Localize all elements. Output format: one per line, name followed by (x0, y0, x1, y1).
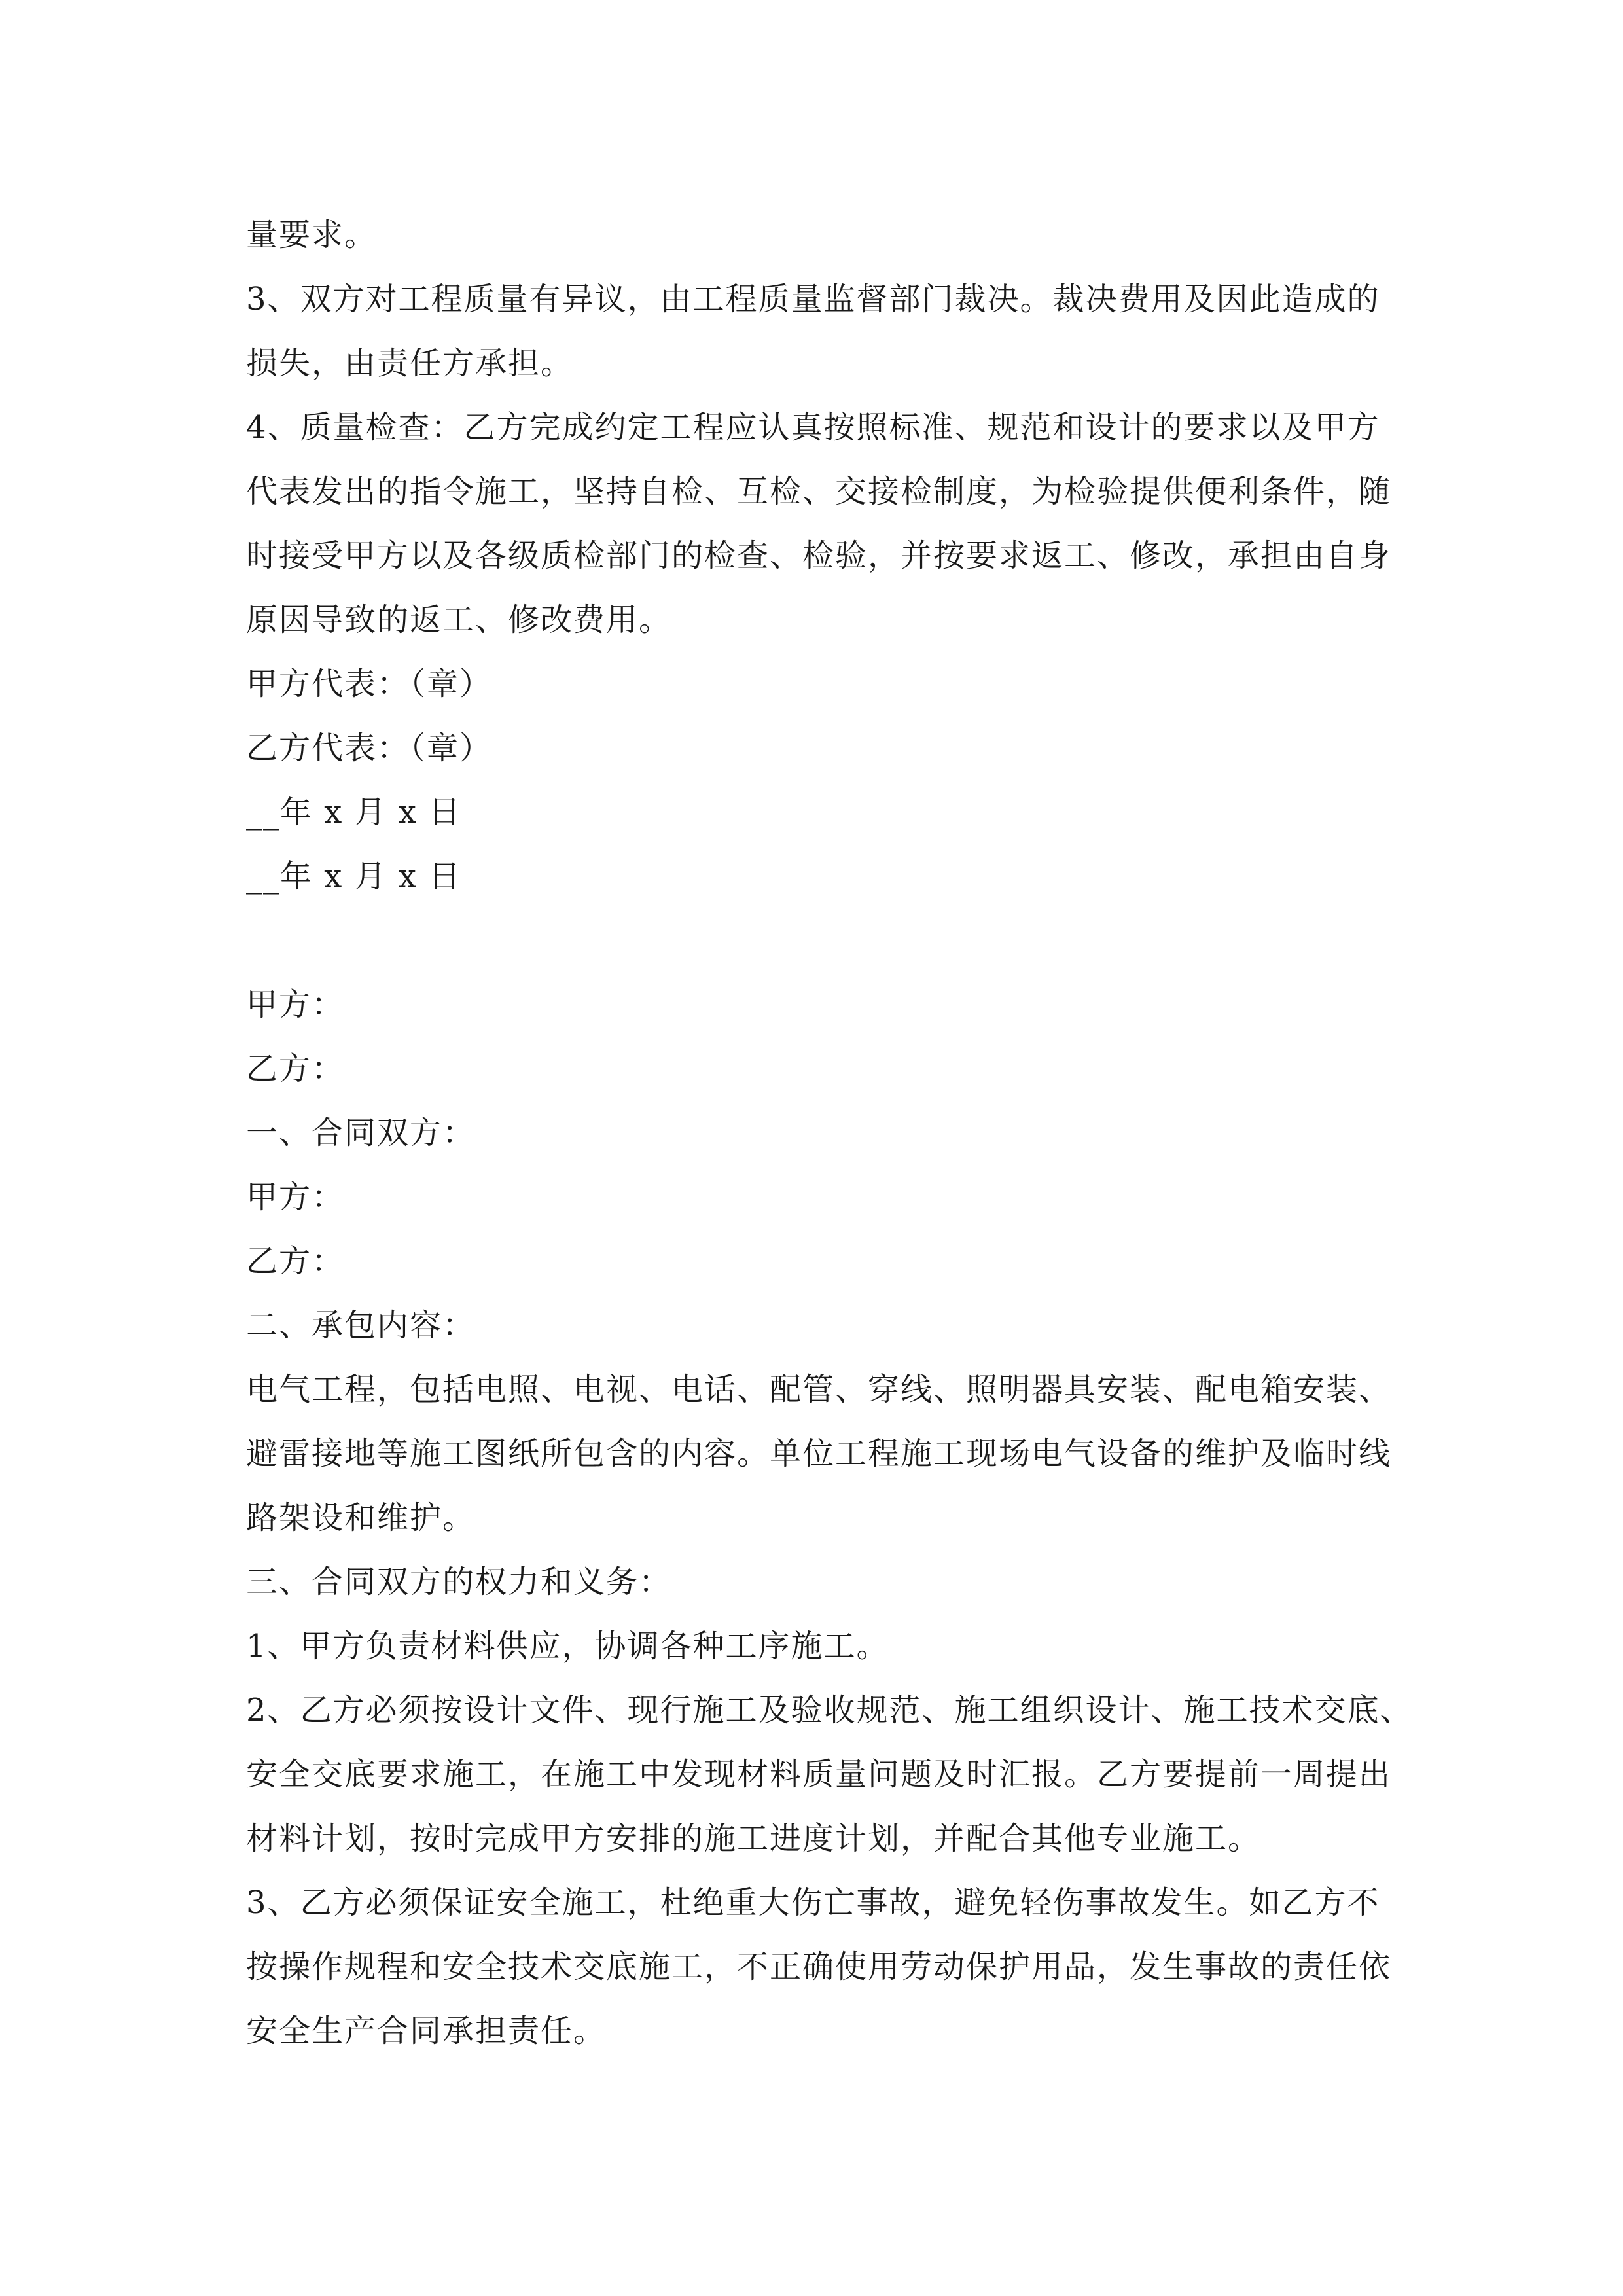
party-a-representative: 甲方代表：（章） (246, 666, 493, 702)
text-line: 时接受甲方以及各级质检部门的检查、检验，并按要求返工、修改，承担由自身 (246, 537, 1392, 574)
text-line: 1、甲方负责材料供应，协调各种工序施工。 (246, 1628, 889, 1664)
text-line: 安全生产合同承担责任。 (246, 2013, 607, 2049)
text-line: 3、乙方必须保证安全施工，杜绝重大伤亡事故，避免轻伤事故发生。如乙方不 (246, 1884, 1380, 1921)
text-line: 2、乙方必须按设计文件、现行施工及验收规范、施工组织设计、施工技术交底、 (246, 1692, 1413, 1729)
text-line: 原因导致的返工、修改费用。 (246, 601, 672, 638)
text-line: 避雷接地等施工图纸所包含的内容。单位工程施工现场电气设备的维护及临时线 (246, 1435, 1392, 1472)
text-line: 4、质量检查：乙方完成约定工程应认真按照标准、规范和设计的要求以及甲方 (246, 409, 1380, 446)
text-line: 按操作规程和安全技术交底施工，不正确使用劳动保护用品，发生事故的责任依 (246, 1948, 1392, 1985)
party-a-label: 甲方： (246, 1179, 345, 1215)
party-a-label: 甲方： (246, 986, 345, 1023)
blank-gap (246, 908, 1385, 973)
text-line: 量要求。 (246, 217, 378, 253)
text-line: 代表发出的指令施工，坚持自检、互检、交接检制度，为检验提供便利条件，随 (246, 473, 1392, 510)
date-line: __年 x 月 x 日 (246, 794, 462, 831)
party-b-representative: 乙方代表：（章） (246, 730, 493, 766)
section-heading: 三、合同双方的权力和义务： (246, 1564, 672, 1600)
section-heading: 二、承包内容： (246, 1307, 476, 1344)
text-line: 材料计划，按时完成甲方安排的施工进度计划，并配合其他专业施工。 (246, 1820, 1261, 1857)
party-b-label: 乙方： (246, 1243, 345, 1280)
text-line: 安全交底要求施工，在施工中发现材料质量问题及时汇报。乙方要提前一周提出 (246, 1756, 1392, 1793)
text-line: 路架设和维护。 (246, 1499, 476, 1536)
document-body (246, 203, 1413, 2063)
text-line: 电气工程，包括电照、电视、电话、配管、穿线、照明器具安装、配电箱安装、 (246, 1371, 1392, 1408)
text-line: 3、双方对工程质量有异议，由工程质量监督部门裁决。裁决费用及因此造成的 (246, 281, 1380, 317)
party-b-label: 乙方： (246, 1050, 345, 1087)
section-heading: 一、合同双方： (246, 1115, 476, 1151)
text-line: 损失，由责任方承担。 (246, 345, 574, 382)
date-line: __年 x 月 x 日 (246, 858, 462, 895)
